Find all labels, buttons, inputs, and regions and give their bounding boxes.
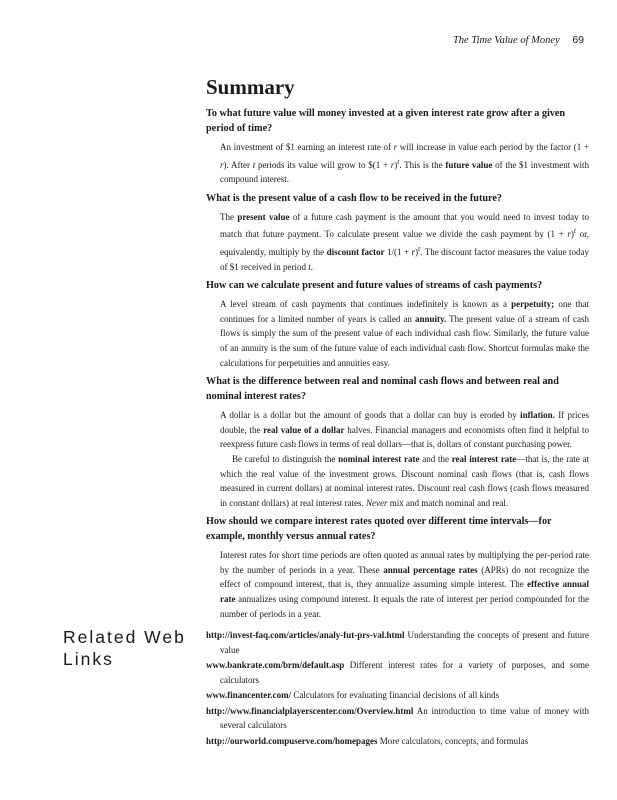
- question-2: What is the present value of a cash flow to be received in the future?: [206, 192, 502, 204]
- page-number: 69: [572, 34, 584, 46]
- answer-1: An investment of $1 earning an interest rate of r will increase in value each period by the factor (1 + r). After t periods its value will grow to $(1 + r)$^t$. This is the future value of the $1 investment with compound interest.: [220, 142, 589, 185]
- question-5: How should we compare interest rates quoted over different time intervals—for example, monthly versus annual rates?: [206, 516, 552, 543]
- link-url[interactable]: http://ourworld.compuserve.com/homepages: [206, 735, 378, 746]
- answer-3: A level stream of cash payments that continues indefinitely is known as a perpetuity; one that continues for a limited number of years is called an annuity. The present value of a stream of cash flows is simply the sum of the present value of each individual cash flow. Similarly, the future value of an annuity is the sum of the future value of each individual cash flow. Shortcut formulas make the calculations for perpetuities and annuities easy.: [220, 299, 589, 368]
- link-url[interactable]: www.bankrate.com/brm/default.asp: [206, 660, 345, 670]
- related-links-list: [206, 628, 589, 749]
- running-title: The Time Value of Money: [452, 35, 560, 46]
- related-links-heading: Related Web Links: [63, 627, 186, 669]
- link-description: More calculators, concepts, and formulas: [379, 735, 529, 746]
- link-url[interactable]: www.financenter.com/: [206, 690, 292, 700]
- link-description: An introduction to time value of money with several calculators: [220, 705, 589, 730]
- answer-5: Interest rates for short time periods are often quoted as annual rates by multiplying the per-period rate by the number of periods in a year. These annual percentage rates (APRs) do not recognize the effect of compound interest, that is, they annualize assuming simple interest. The effective annual rate annualizes using compound interest. It equals the rate of interest per period compounded for the number of periods in a year.: [220, 550, 589, 619]
- link-entry: [206, 734, 589, 749]
- link-description: Calculators for evaluating financial decisions of all kinds: [293, 690, 500, 700]
- link-url[interactable]: http://invest-faq.com/articles/analy-fut-prs-val.html: [206, 630, 405, 640]
- running-header: [453, 34, 584, 46]
- question-4: What is the difference between real and nominal cash flows and between real and nominal interest rates?: [206, 376, 559, 403]
- link-url[interactable]: http://www.financialplayerscenter.com/Overview.html: [206, 705, 414, 716]
- answer-2: The present value of a future cash payment is the amount that you would need to invest today to match that future payment. To calculate present value we divide the cash payment by $(1 + r)^t$ or, equivalently, multiply by the discount factor $1/(1 + r)^t$. The discount factor measures the value today of $1 received in period t.: [220, 211, 590, 272]
- question-1: To what future value will money invested at a given interest rate grow after a given period of time?: [206, 108, 566, 134]
- answer-4-para-1: A dollar is a dollar but the amount of goods that a dollar can buy is eroded by inflation. If prices double, the real value of a dollar halves. Financial managers and economists often find it helpful to reexpress future cash flows in terms of real dollars—that is, dollars of constant purchasing power.: [220, 410, 589, 450]
- question-3: How can we calculate present and future values of streams of cash payments?: [206, 280, 543, 292]
- link-entry: [206, 688, 589, 703]
- summary-section: [206, 74, 589, 627]
- link-description: Different interest rates for a variety of purposes, and some calculators: [220, 660, 590, 685]
- link-entry: [206, 628, 589, 657]
- summary-title: Summary: [206, 75, 295, 99]
- link-entry: [206, 658, 589, 687]
- answer-4-para-2: Be careful to distinguish the nominal interest rate and the real interest rate—that is, the rate at which the real value of the investment grows. Discount nominal cash flows (that is, cash flows measured in current dollars) at nominal interest rates. Discount real cash flows (cash flows measured in constant dollars) at real interest rates. Never mix and match nominal and real.: [220, 453, 589, 508]
- link-description: Understanding the concepts of present and future value: [220, 630, 589, 655]
- link-entry: [206, 704, 589, 733]
